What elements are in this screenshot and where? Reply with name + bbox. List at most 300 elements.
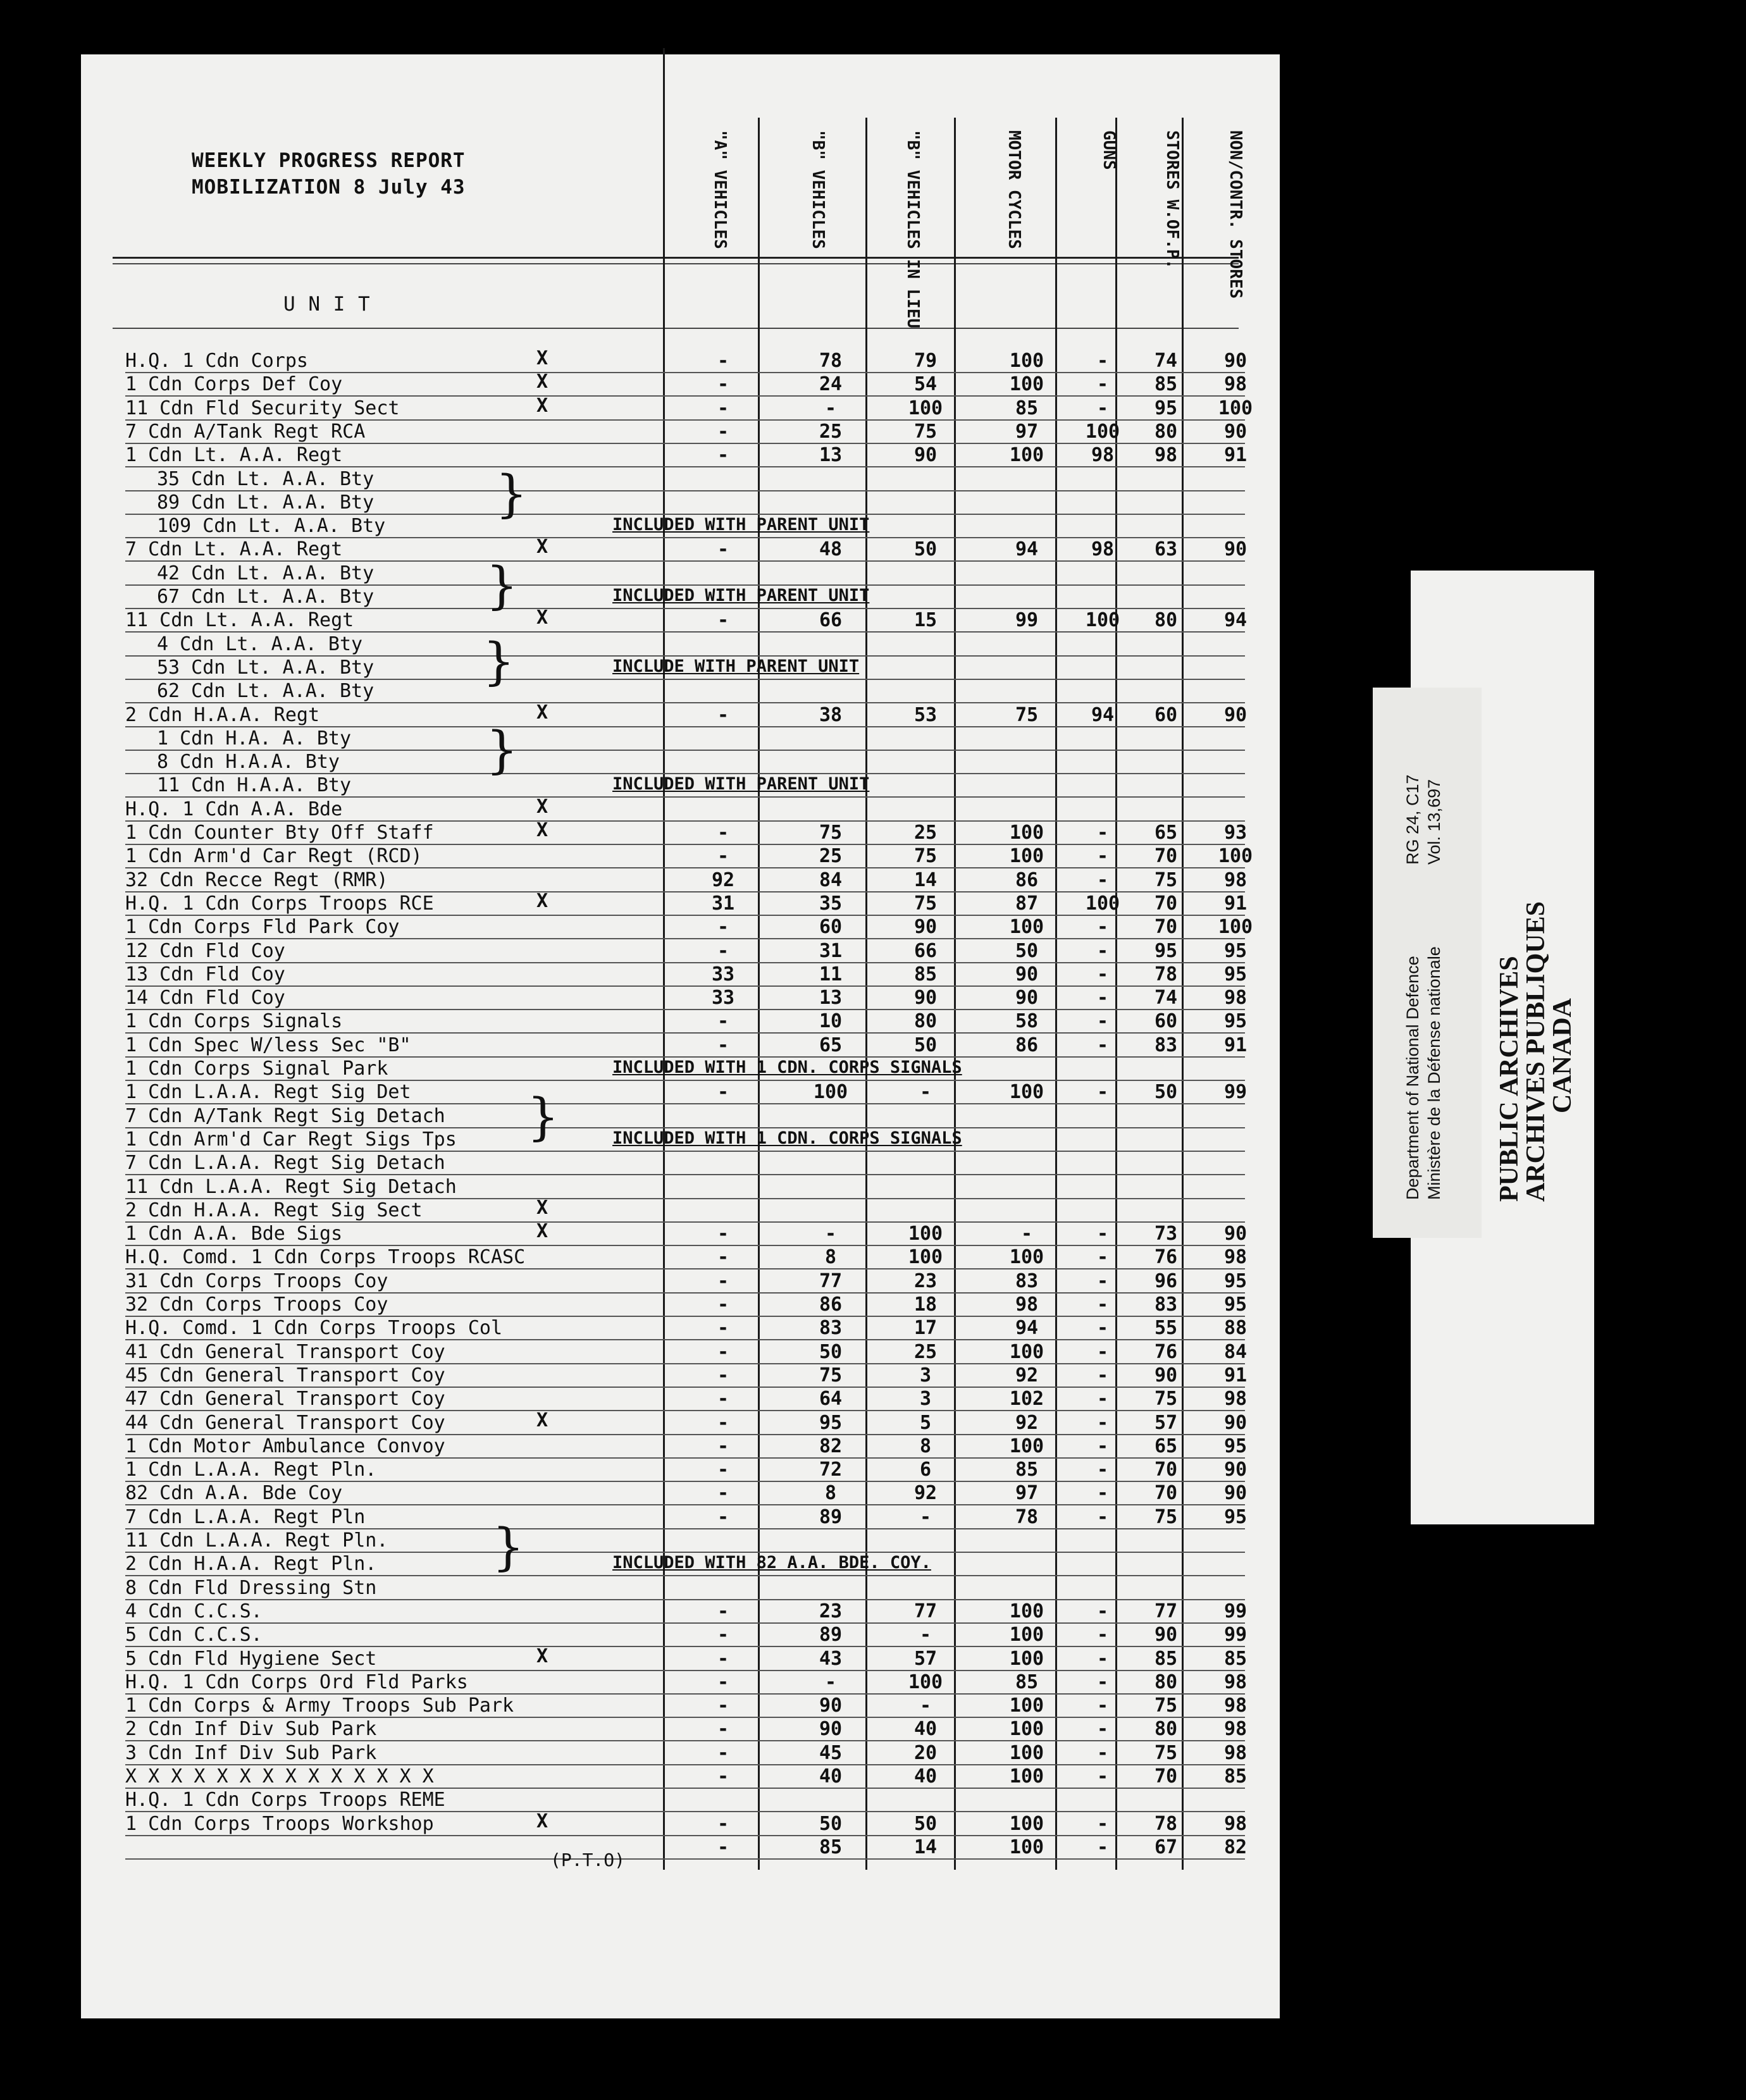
cell-value: 100 bbox=[1009, 373, 1044, 396]
cell-value: 73 bbox=[1154, 1223, 1178, 1245]
cell-value: 77 bbox=[913, 1600, 938, 1622]
cell-value: 90 bbox=[1223, 538, 1248, 561]
unit-name: 2 Cdn H.A.A. Regt Pln. bbox=[125, 1553, 377, 1576]
cell-value: - bbox=[1096, 939, 1109, 962]
cell-value: 70 bbox=[1154, 1482, 1178, 1505]
cell-value: 100 bbox=[1085, 420, 1120, 443]
cell-value: 100 bbox=[908, 1246, 943, 1269]
cell-value: 100 bbox=[1009, 916, 1044, 939]
cell-value: - bbox=[717, 538, 729, 561]
unit-name: 11 Cdn H.A.A. Bty bbox=[157, 774, 352, 797]
cell-value: 25 bbox=[913, 1340, 938, 1363]
cell-value: - bbox=[1096, 1269, 1109, 1292]
cell-value: 75 bbox=[1154, 1741, 1178, 1764]
cell-value: - bbox=[717, 1459, 729, 1481]
cell-value: 94 bbox=[1223, 609, 1248, 632]
cell-value: 80 bbox=[1154, 609, 1178, 632]
cell-value: - bbox=[717, 1482, 729, 1505]
cell-value: 97 bbox=[1015, 420, 1039, 443]
unit-name: 31 Cdn Corps Troops Coy bbox=[125, 1269, 388, 1292]
cell-value: - bbox=[1096, 1411, 1109, 1434]
cell-value: 50 bbox=[1015, 939, 1039, 962]
report-sheet bbox=[81, 54, 1280, 2018]
cell-value: 90 bbox=[819, 1718, 843, 1741]
cell-value: 98 bbox=[1223, 1695, 1248, 1717]
cell-value: 95 bbox=[1154, 939, 1178, 962]
unit-name: H.Q. Comd. 1 Cdn Corps Troops Col bbox=[125, 1317, 503, 1340]
cell-value: 94 bbox=[1015, 538, 1039, 561]
cell-value: 95 bbox=[1223, 1505, 1248, 1528]
cell-value: - bbox=[1096, 1765, 1109, 1788]
cell-value: - bbox=[717, 1340, 729, 1363]
unit-name: H.Q. 1 Cdn Corps bbox=[125, 350, 308, 372]
table-row bbox=[125, 1599, 1248, 1624]
unit-name: 42 Cdn Lt. A.A. Bty bbox=[157, 562, 375, 584]
cell-value: 95 bbox=[819, 1411, 843, 1434]
cell-value: 80 bbox=[1154, 1718, 1178, 1741]
cell-value: 8 bbox=[824, 1246, 837, 1269]
unit-name: 35 Cdn Lt. A.A. Bty bbox=[157, 467, 375, 490]
cell-value: 94 bbox=[1091, 703, 1115, 726]
cell-value: 100 bbox=[1009, 1340, 1044, 1363]
unit-name: 47 Cdn General Transport Coy bbox=[125, 1388, 445, 1411]
row-mark: X bbox=[536, 607, 548, 629]
table-row bbox=[125, 1220, 1248, 1246]
cell-value: 93 bbox=[1223, 822, 1248, 844]
slip-org-en: Department of National Defence bbox=[1403, 956, 1422, 1200]
table-row bbox=[125, 632, 1245, 657]
cell-value: - bbox=[1096, 1718, 1109, 1741]
cell-value: - bbox=[717, 1364, 729, 1387]
cell-value: - bbox=[717, 444, 729, 467]
cell-value: - bbox=[1096, 987, 1109, 1010]
cell-value: - bbox=[717, 1741, 729, 1764]
cell-value: 91 bbox=[1223, 444, 1248, 467]
table-row bbox=[125, 1835, 1248, 1860]
table-row bbox=[125, 1622, 1248, 1647]
col-header-b-vehicles-in-lieu: "B" VEHICLES IN LIEU bbox=[903, 130, 922, 329]
cell-value: 100 bbox=[908, 1223, 943, 1245]
cell-value: 70 bbox=[1154, 916, 1178, 939]
cell-value: 5 bbox=[919, 1411, 932, 1434]
cell-value: 75 bbox=[913, 892, 938, 915]
cell-value: 65 bbox=[819, 1034, 843, 1056]
cell-value: 98 bbox=[1223, 1741, 1248, 1764]
cell-value: - bbox=[717, 1812, 729, 1835]
cell-value: - bbox=[1096, 916, 1109, 939]
cell-value: 86 bbox=[1015, 1034, 1039, 1056]
cell-value: 99 bbox=[1223, 1600, 1248, 1622]
cell-value: 100 bbox=[1009, 1081, 1044, 1104]
unit-name: 5 Cdn C.C.S. bbox=[125, 1624, 263, 1646]
cell-value: 100 bbox=[1009, 1246, 1044, 1269]
unit-name: 89 Cdn Lt. A.A. Bty bbox=[157, 491, 375, 514]
cell-value: 13 bbox=[819, 987, 843, 1010]
unit-heading: U N I T bbox=[283, 293, 371, 316]
table-row bbox=[125, 1788, 1245, 1812]
cell-value: 90 bbox=[1015, 987, 1039, 1010]
cell-value: 50 bbox=[913, 1812, 938, 1835]
cell-value: - bbox=[1096, 1034, 1109, 1056]
cell-value: 97 bbox=[1015, 1482, 1039, 1505]
cell-value: 100 bbox=[1218, 397, 1253, 419]
cell-value: 102 bbox=[1009, 1388, 1044, 1411]
cell-value: 86 bbox=[819, 1294, 843, 1316]
row-mark: X bbox=[536, 371, 548, 393]
report-title: WEEKLY PROGRESS REPORT bbox=[192, 149, 466, 172]
cell-value: 80 bbox=[913, 1010, 938, 1033]
cell-value: - bbox=[1096, 1624, 1109, 1646]
table-row bbox=[125, 1505, 1248, 1529]
cell-value: - bbox=[1096, 1294, 1109, 1316]
row-mark: X bbox=[536, 1645, 548, 1667]
cell-value: 90 bbox=[1223, 703, 1248, 726]
cell-value: 100 bbox=[1009, 444, 1044, 467]
cell-value: 38 bbox=[819, 703, 843, 726]
table-row bbox=[125, 1387, 1248, 1411]
cell-value: 40 bbox=[913, 1718, 938, 1741]
cell-value: 88 bbox=[1223, 1317, 1248, 1340]
cell-value: - bbox=[717, 1505, 729, 1528]
cell-value: 78 bbox=[1154, 963, 1178, 985]
unit-name: 62 Cdn Lt. A.A. Bty bbox=[157, 680, 375, 703]
cell-value: 77 bbox=[1154, 1600, 1178, 1622]
group-brace: } bbox=[486, 720, 518, 779]
cell-value: 85 bbox=[1015, 1671, 1039, 1693]
cell-value: 90 bbox=[1223, 1459, 1248, 1481]
group-brace: } bbox=[527, 1087, 559, 1146]
cell-value: 13 bbox=[819, 444, 843, 467]
table-row bbox=[125, 868, 1248, 892]
row-mark: X bbox=[536, 1220, 548, 1243]
col-header-b-vehicles: "B" VEHICLES bbox=[808, 130, 827, 249]
table-row bbox=[125, 394, 1253, 421]
row-mark: X bbox=[536, 795, 548, 818]
cell-value: 100 bbox=[1009, 845, 1044, 868]
cell-value: - bbox=[824, 1223, 837, 1245]
cell-value: 98 bbox=[1223, 373, 1248, 396]
cell-value: - bbox=[1096, 1010, 1109, 1033]
cell-value: 82 bbox=[1223, 1836, 1248, 1858]
cell-value: - bbox=[717, 1624, 729, 1646]
cell-value: 70 bbox=[1154, 845, 1178, 868]
unit-name: 1 Cdn Corps Fld Park Coy bbox=[125, 916, 400, 939]
cell-value: 60 bbox=[1154, 1010, 1178, 1033]
slip-ref-1: RG 24, C17 bbox=[1403, 774, 1422, 865]
unit-name: 1 Cdn Counter Bty Off Staff bbox=[125, 822, 434, 844]
cell-value: - bbox=[717, 373, 729, 396]
cell-value: 43 bbox=[819, 1647, 843, 1670]
cell-value: 90 bbox=[1015, 963, 1039, 985]
unit-name: 11 Cdn Lt. A.A. Regt bbox=[125, 609, 354, 632]
cell-value: 33 bbox=[711, 987, 735, 1010]
table-row bbox=[125, 1576, 1245, 1600]
cell-value: 100 bbox=[1218, 845, 1253, 868]
cell-value: 64 bbox=[819, 1388, 843, 1411]
cell-value: 65 bbox=[1154, 822, 1178, 844]
unit-name: 1 Cdn Corps & Army Troops Sub Park bbox=[125, 1695, 514, 1717]
row-mark: X bbox=[536, 347, 548, 369]
cell-value: 75 bbox=[819, 822, 843, 844]
cell-value: 33 bbox=[711, 963, 735, 985]
cell-value: 60 bbox=[1154, 703, 1178, 726]
table-row bbox=[125, 419, 1248, 444]
cell-value: 75 bbox=[1015, 703, 1039, 726]
cell-value: - bbox=[824, 397, 837, 419]
cell-value: 90 bbox=[913, 916, 938, 939]
cell-value: - bbox=[1096, 1671, 1109, 1693]
cell-value: - bbox=[717, 1411, 729, 1434]
cell-value: 83 bbox=[819, 1317, 843, 1340]
cell-value: 78 bbox=[1154, 1812, 1178, 1835]
unit-name: 82 Cdn A.A. Bde Coy bbox=[125, 1482, 343, 1505]
cell-value: 15 bbox=[913, 609, 938, 632]
cell-value: - bbox=[1096, 1482, 1109, 1505]
table-row bbox=[125, 1245, 1248, 1269]
table-row bbox=[125, 1693, 1248, 1718]
unit-name: 11 Cdn Fld Security Sect bbox=[125, 397, 400, 419]
cell-value: - bbox=[717, 1010, 729, 1033]
col-header-non-contr-stores: NON/CONTR. STORES bbox=[1226, 130, 1245, 299]
table-row bbox=[125, 1434, 1248, 1459]
cell-value: - bbox=[717, 609, 729, 632]
table-row bbox=[125, 1645, 1248, 1671]
table-row bbox=[125, 1717, 1248, 1741]
table-row bbox=[125, 844, 1253, 868]
cell-value: 83 bbox=[1154, 1034, 1178, 1056]
cell-value: - bbox=[1096, 1505, 1109, 1528]
cell-value: 95 bbox=[1154, 397, 1178, 419]
cell-value: - bbox=[717, 1034, 729, 1056]
cell-value: 40 bbox=[819, 1765, 843, 1788]
cell-value: 11 bbox=[819, 963, 843, 985]
cell-value: - bbox=[1096, 845, 1109, 868]
table-row bbox=[125, 962, 1248, 987]
unit-name: 44 Cdn General Transport Coy bbox=[125, 1411, 445, 1434]
cell-value: 66 bbox=[913, 939, 938, 962]
cell-value: - bbox=[717, 1695, 729, 1717]
cell-value: - bbox=[1096, 868, 1109, 891]
cell-value: 98 bbox=[1223, 1671, 1248, 1693]
cell-value: 90 bbox=[1223, 350, 1248, 372]
table-row bbox=[125, 1104, 1245, 1128]
cell-value: - bbox=[1096, 963, 1109, 985]
table-row bbox=[125, 536, 1248, 562]
cell-value: 98 bbox=[1091, 538, 1115, 561]
cell-value: 72 bbox=[819, 1459, 843, 1481]
cell-value: 85 bbox=[1015, 397, 1039, 419]
cell-value: - bbox=[1096, 1459, 1109, 1481]
cell-value: 90 bbox=[1154, 1624, 1178, 1646]
cell-value: 100 bbox=[1009, 822, 1044, 844]
unit-name: H.Q. 1 Cdn Corps Ord Fld Parks bbox=[125, 1671, 468, 1693]
cell-value: 58 bbox=[1015, 1010, 1039, 1033]
cell-value: 31 bbox=[711, 892, 735, 915]
unit-name: 45 Cdn General Transport Coy bbox=[125, 1364, 445, 1387]
cell-value: 100 bbox=[1085, 609, 1120, 632]
cell-value: 98 bbox=[1223, 1246, 1248, 1269]
unit-name: 1 Cdn Lt. A.A. Regt bbox=[125, 444, 343, 467]
cell-value: 100 bbox=[1009, 1695, 1044, 1717]
cell-value: 55 bbox=[1154, 1317, 1178, 1340]
cell-value: 100 bbox=[908, 397, 943, 419]
cell-value: - bbox=[1096, 1364, 1109, 1387]
cell-value: - bbox=[1096, 1388, 1109, 1411]
cell-value: - bbox=[717, 1269, 729, 1292]
cell-value: - bbox=[717, 1836, 729, 1858]
unit-name: 11 Cdn L.A.A. Regt Pln. bbox=[125, 1529, 388, 1552]
cell-value: - bbox=[1096, 1695, 1109, 1717]
cell-value: - bbox=[1020, 1223, 1033, 1245]
table-row bbox=[125, 773, 1245, 798]
unit-name: 11 Cdn L.A.A. Regt Sig Detach bbox=[125, 1175, 457, 1198]
cell-value: - bbox=[824, 1671, 837, 1693]
col-header-stores-wofp: STORES W.OF.P. bbox=[1163, 130, 1182, 269]
table-row bbox=[125, 347, 1248, 373]
unit-name: 8 Cdn Fld Dressing Stn bbox=[125, 1576, 377, 1599]
cell-value: - bbox=[1096, 397, 1109, 419]
table-row bbox=[125, 915, 1253, 939]
cell-value: 85 bbox=[1154, 373, 1178, 396]
table-row bbox=[125, 1151, 1245, 1175]
cell-value: - bbox=[1096, 1081, 1109, 1104]
cell-value: 90 bbox=[819, 1695, 843, 1717]
cell-value: 14 bbox=[913, 868, 938, 891]
cell-value: 90 bbox=[913, 987, 938, 1010]
cell-value: 53 bbox=[913, 703, 938, 726]
row-mark: X bbox=[536, 1409, 548, 1431]
included-note: INCLUDED WITH PARENT UNIT bbox=[612, 515, 870, 535]
cell-value: 85 bbox=[1223, 1647, 1248, 1670]
cell-value: 76 bbox=[1154, 1340, 1178, 1363]
cell-value: 100 bbox=[1009, 1741, 1044, 1764]
cell-value: 75 bbox=[1154, 868, 1178, 891]
cell-value: 75 bbox=[1154, 1505, 1178, 1528]
unit-name: 7 Cdn A/Tank Regt RCA bbox=[125, 420, 366, 443]
unit-name: 14 Cdn Fld Coy bbox=[125, 987, 285, 1010]
table-row bbox=[125, 607, 1248, 633]
cell-value: 98 bbox=[1223, 987, 1248, 1010]
unit-name: 8 Cdn H.A.A. Bty bbox=[157, 751, 340, 774]
unit-name: 1 Cdn A.A. Bde Sigs bbox=[125, 1223, 343, 1245]
cell-value: - bbox=[717, 703, 729, 726]
cell-value: 80 bbox=[1154, 420, 1178, 443]
unit-name: 1 Cdn L.A.A. Regt Pln. bbox=[125, 1459, 377, 1481]
table-row bbox=[125, 1175, 1245, 1199]
cell-value: 8 bbox=[919, 1435, 932, 1457]
included-note: INCLUDED WITH 82 A.A. BDE. COY. bbox=[612, 1553, 931, 1573]
cell-value: 90 bbox=[913, 444, 938, 467]
cell-value: - bbox=[1096, 1317, 1109, 1340]
cell-value: 95 bbox=[1223, 1435, 1248, 1457]
table-row bbox=[125, 584, 1245, 609]
included-note: INCLUDED WITH PARENT UNIT bbox=[612, 586, 870, 605]
table-row bbox=[125, 797, 1245, 822]
table-row bbox=[125, 1552, 1245, 1576]
cell-value: - bbox=[717, 1317, 729, 1340]
cell-value: - bbox=[717, 397, 729, 419]
table-row bbox=[125, 1292, 1248, 1317]
cell-value: - bbox=[1096, 1435, 1109, 1457]
table-row bbox=[125, 655, 1245, 680]
cell-value: - bbox=[717, 1081, 729, 1104]
cell-value: - bbox=[717, 420, 729, 443]
cell-value: 18 bbox=[913, 1294, 938, 1316]
cell-value: - bbox=[919, 1624, 932, 1646]
cell-value: 75 bbox=[1154, 1695, 1178, 1717]
unit-name: 7 Cdn Lt. A.A. Regt bbox=[125, 538, 343, 561]
cell-value: 100 bbox=[1009, 1435, 1044, 1457]
col-header-guns: GUNS bbox=[1099, 130, 1118, 170]
cell-value: 90 bbox=[1223, 1411, 1248, 1434]
cell-value: 100 bbox=[1009, 1812, 1044, 1835]
table-row bbox=[125, 1198, 1245, 1223]
cell-value: - bbox=[717, 1671, 729, 1693]
cell-value: 100 bbox=[1009, 1600, 1044, 1622]
slip-org-fr: Ministère de la Défense nationale bbox=[1425, 946, 1444, 1200]
unit-name: 12 Cdn Fld Coy bbox=[125, 939, 285, 962]
cell-value: - bbox=[717, 350, 729, 372]
cell-value: 100 bbox=[908, 1671, 943, 1693]
cell-value: 92 bbox=[711, 868, 735, 891]
table-row bbox=[125, 726, 1245, 751]
cell-value: - bbox=[717, 939, 729, 962]
cell-value: 98 bbox=[1154, 444, 1178, 467]
included-note: INCLUDED WITH PARENT UNIT bbox=[612, 774, 870, 794]
cell-value: 77 bbox=[819, 1269, 843, 1292]
cell-value: 86 bbox=[1015, 868, 1039, 891]
col-header-motor-cycles: MOTOR CYCLES bbox=[1005, 130, 1024, 249]
cell-value: 85 bbox=[913, 963, 938, 985]
unit-name: 1 Cdn Arm'd Car Regt (RCD) bbox=[125, 845, 423, 868]
unit-name: H.Q. Comd. 1 Cdn Corps Troops RCASC bbox=[125, 1246, 526, 1269]
unit-name: 1 Cdn Corps Signal Park bbox=[125, 1058, 388, 1080]
table-row bbox=[125, 1033, 1248, 1058]
cell-value: 89 bbox=[819, 1505, 843, 1528]
col-header-a-vehicles: "A" VEHICLES bbox=[710, 130, 729, 249]
unit-name: 1 Cdn Spec W/less Sec "B" bbox=[125, 1034, 411, 1056]
cell-value: 89 bbox=[819, 1624, 843, 1646]
cell-value: 70 bbox=[1154, 892, 1178, 915]
unit-name: 1 Cdn L.A.A. Regt Sig Det bbox=[125, 1081, 411, 1104]
cell-value: 85 bbox=[819, 1836, 843, 1858]
cell-value: 50 bbox=[913, 1034, 938, 1056]
cell-value: 63 bbox=[1154, 538, 1178, 561]
slip-ref-2: Vol. 13,697 bbox=[1425, 779, 1444, 865]
unit-name: 1 Cdn Corps Troops Workshop bbox=[125, 1812, 434, 1835]
cell-value: 100 bbox=[1085, 892, 1120, 915]
unit-name: 1 Cdn H.A. A. Bty bbox=[157, 727, 352, 750]
cell-value: 65 bbox=[1154, 1435, 1178, 1457]
cell-value: 57 bbox=[913, 1647, 938, 1670]
table-row bbox=[125, 1009, 1248, 1034]
cell-value: 23 bbox=[913, 1269, 938, 1292]
unit-name: 109 Cdn Lt. A.A. Bty bbox=[157, 515, 386, 538]
cell-value: 25 bbox=[819, 420, 843, 443]
unit-name: 1 Cdn Corps Def Coy bbox=[125, 373, 343, 396]
cell-value: 95 bbox=[1223, 1294, 1248, 1316]
cell-value: - bbox=[717, 1388, 729, 1411]
cell-value: 98 bbox=[1223, 868, 1248, 891]
unit-name: 2 Cdn H.A.A. Regt bbox=[125, 703, 320, 726]
cell-value: 95 bbox=[1223, 939, 1248, 962]
slip-archives-fr: ARCHIVES PUBLIQUES bbox=[1521, 901, 1551, 1202]
cell-value: 23 bbox=[819, 1600, 843, 1622]
cell-value: 100 bbox=[1009, 1718, 1044, 1741]
cell-value: - bbox=[717, 1600, 729, 1622]
cell-value: - bbox=[717, 916, 729, 939]
cell-value: 90 bbox=[1223, 1223, 1248, 1245]
